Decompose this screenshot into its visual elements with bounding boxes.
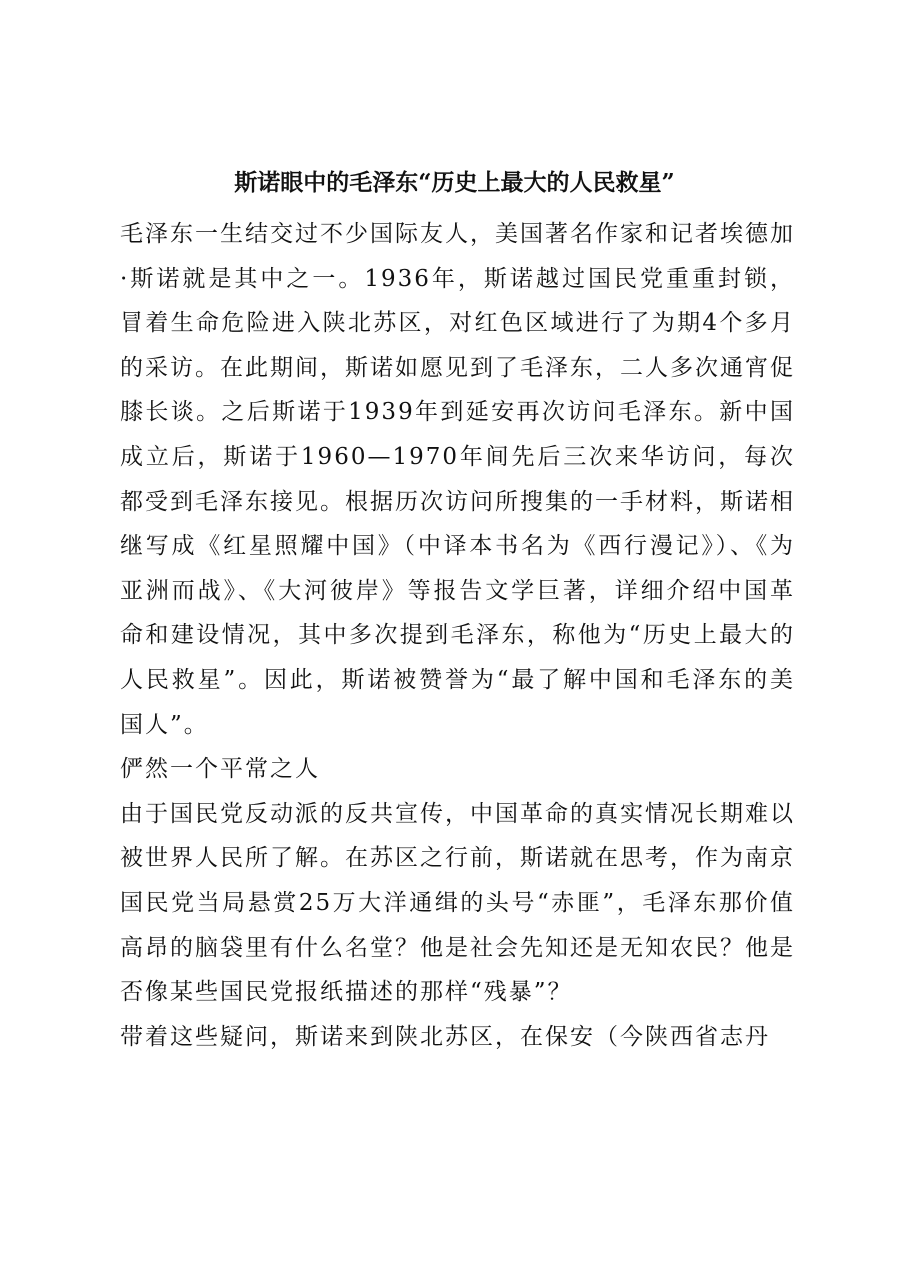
paragraph-arrival: 带着这些疑问，斯诺来到陕北苏区，在保安（今陕西省志丹 (120, 1023, 770, 1050)
paragraph-intro: 毛泽东一生结交过不少国际友人，美国著名作家和记者埃德加·斯诺就是其中之一。1936年，斯诺越过国民党重重封锁，冒着生命危险进入陕北苏区，对红色区域进行了为期4个多月的采访。在此期间，斯诺如愿见到了毛泽东，二人多次通宵促膝长谈。之后斯诺于1939年到延安再次访问毛泽东。新中国成立后，斯诺于1960—1970年间先后三次来华访问，每次都受到毛泽东接见。根据历次访问所搜集的一手材料，斯诺相继写成《红星照耀中国》（中译本书名为《西行漫记》）、《为亚洲而战》、《大河彼岸》等报告文学巨著，详细介绍中国革命和建设情况，其中多次提到毛泽东，称他为“历史上最大的人民救星”。因此，斯诺被赞誉为“最了解中国和毛泽东的美国人”。 (120, 221, 795, 738)
paragraph-questions: 由于国民党反动派的反共宣传，中国革命的真实情况长期难以被世界人民所了解。在苏区之行前，斯诺就在思考，作为南京国民党当局悬赏25万大洋通缉的头号“赤匪”，毛泽东那价值高昂的脑袋里有什么名堂？他是社会先知还是无知农民？他是否像某些国民党报纸描述的那样“残暴”？ (120, 800, 795, 1006)
document-body (120, 212, 795, 1059)
document-title: 斯诺眼中的毛泽东“历史上最大的人民救星” (234, 169, 675, 196)
section-heading: 俨然一个平常之人 (120, 756, 320, 783)
